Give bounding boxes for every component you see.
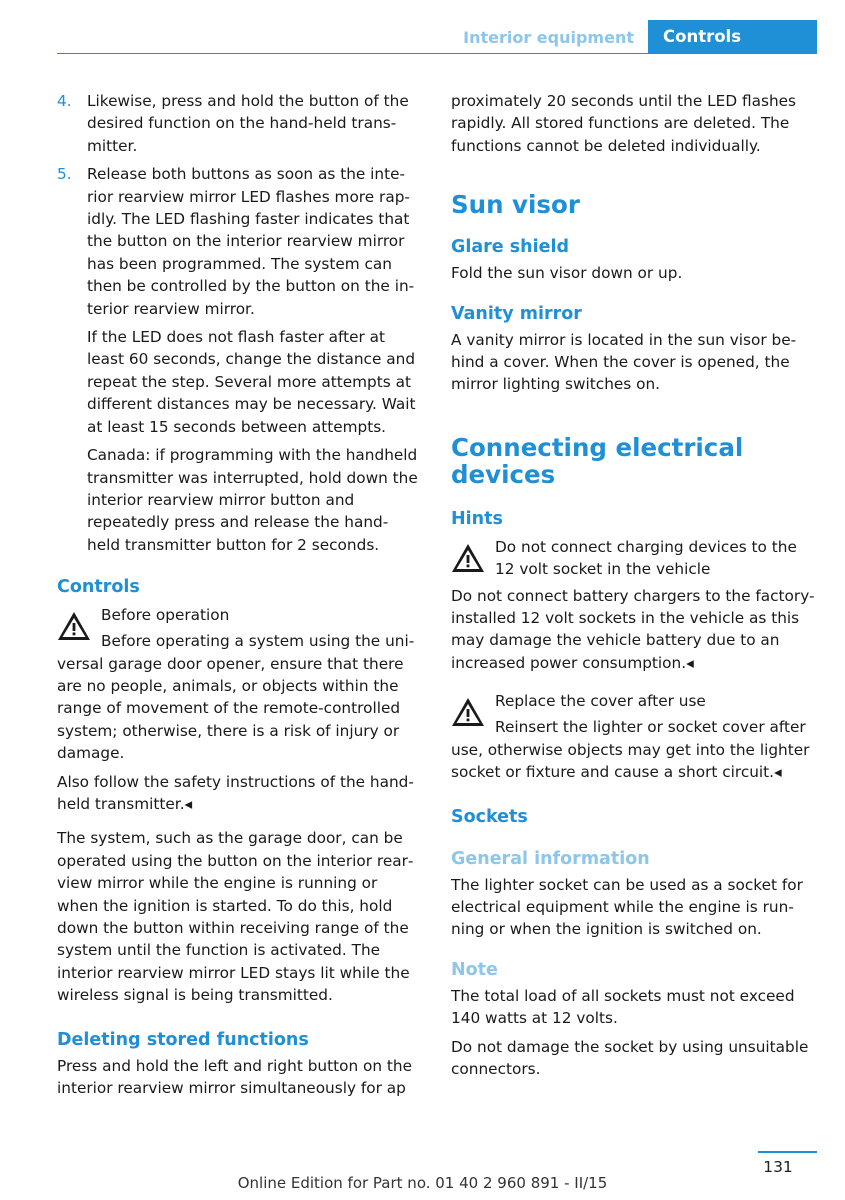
- warning-body: Reinsert the lighter or socket cover after use, otherwise objects may get into the lighter socket or fixture and cause a short circuit.◂: [451, 718, 810, 782]
- header-section-title: Interior equipment: [463, 28, 634, 47]
- also-follow-paragraph: Also follow the safety instructions of the handheld transmitter.◂: [57, 772, 414, 813]
- system-paragraph: The system, such as the garage door, can be operated using the button on the interior rearview mirror while the engine is running or when the ignition is started. To do this, hold down the button within receiving range of the system until the function is activated. The interior rearview mirror LED stays lit while the wireless signal is being transmitted.: [57, 829, 414, 1005]
- list-text: Likewise, press and hold the button of the desired function on the hand-held transmitter.: [87, 92, 409, 155]
- sockets-heading: Sockets: [451, 806, 528, 827]
- glare-shield-text: Fold the sun visor down or up.: [451, 264, 683, 283]
- controls-heading: Controls: [57, 577, 140, 598]
- header-chapter-tab: Controls: [648, 20, 817, 54]
- continued-paragraph: proximately 20 seconds until the LED flashes rapidly. All stored functions are deleted. The functions cannot be deleted individually.: [451, 92, 797, 155]
- note-text-load: The total load of all sockets must not exceed 140 watts at 12 volts.: [451, 986, 795, 1028]
- warning-title: Before operation: [101, 606, 230, 625]
- page-number-rule: [758, 1151, 817, 1153]
- list-number: 5.: [57, 165, 72, 184]
- warning-icon: [451, 696, 485, 728]
- general-information-heading: General information: [451, 848, 650, 869]
- glare-shield-heading: Glare shield: [451, 237, 570, 258]
- led-note-paragraph: If the LED does not flash faster after at least 60 seconds, change the distance and repeat the step. Several more attempts at different distances may be necessary. Wait at least 15 seconds between attempts.: [87, 328, 416, 436]
- note-heading: Note: [451, 959, 498, 980]
- warning-icon: [451, 542, 485, 574]
- vanity-mirror-heading: Vanity mirror: [451, 303, 582, 324]
- general-information-text: The lighter socket can be used as a socket for electrical equipment while the engine is running or when the ignition is switched on.: [451, 875, 803, 939]
- deleting-paragraph: Press and hold the left and right button on the interior rearview mirror simultaneously for ap: [57, 1056, 413, 1098]
- warning-body: Before operating a system using the universal garage door opener, ensure that there are no people, animals, or objects within the range of movement of the remote-controlled system; otherwise, there is a risk of injury or damage.: [57, 632, 415, 763]
- note-text-connectors: Do not damage the socket by using unsuitable connectors.: [451, 1037, 809, 1078]
- footer-edition: Online Edition for Part no. 01 40 2 960 891 - II/15: [237, 1174, 608, 1192]
- list-text: Release both buttons as soon as the interior rearview mirror LED flashes more rapidly. The LED flashing faster indicates that the button on the interior rearview mirror has been programmed. The system can then be controlled by the button on the interior rearview mirror.: [87, 165, 415, 318]
- canada-note-paragraph: Canada: if programming with the handheld transmitter was interrupted, hold down the interior rearview mirror button and repeatedly press and release the hand-held transmitter button for 2 seconds.: [87, 446, 418, 554]
- left-column: [57, 90, 421, 1105]
- list-number: 4.: [57, 92, 72, 110]
- warning-body: Do not connect battery chargers to the factory-installed 12 volt sockets in the vehicle as this may damage the vehicle battery due to an increased power consumption.◂: [451, 586, 815, 672]
- warning-title: Do not connect charging devices to the 12 volt socket in the vehicle: [495, 537, 797, 579]
- vanity-mirror-text: A vanity mirror is located in the sun visor behind a cover. When the cover is opened, the mirror lighting switches on.: [451, 330, 797, 394]
- warning-title: Replace the cover after use: [495, 692, 706, 711]
- sun-visor-heading: Sun visor: [451, 190, 580, 220]
- page-number: 131: [763, 1158, 793, 1176]
- right-column: [451, 90, 815, 1086]
- list-item-4: [57, 90, 421, 157]
- connecting-devices-heading: Connecting electrical devices: [451, 432, 744, 489]
- list-item-5: [57, 163, 421, 320]
- hints-heading: Hints: [451, 508, 503, 529]
- warning-charging-devices: [451, 536, 815, 581]
- warning-icon: [57, 610, 91, 642]
- deleting-heading: Deleting stored functions: [57, 1029, 309, 1050]
